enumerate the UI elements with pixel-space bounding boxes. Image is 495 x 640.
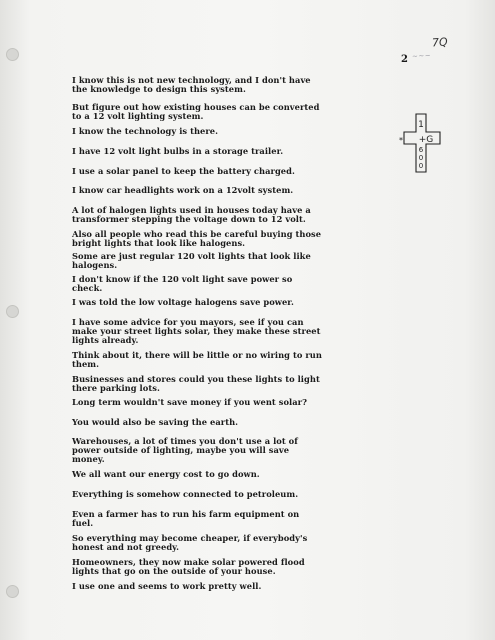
text-line: But figure out how existing houses can be converted to a 12 volt lighting system. bbox=[72, 102, 320, 122]
text-line: I was told the low voltage halogens save power. bbox=[72, 297, 294, 307]
text-line: Some are just regular 120 volt lights that look like halogens. bbox=[72, 251, 311, 271]
text-line: I use a solar panel to keep the battery charged. bbox=[72, 166, 295, 176]
text-line: I don't know if the 120 volt light save power so check. bbox=[72, 274, 293, 294]
text-line: So everything may become cheaper, if everybody's honest and not greedy. bbox=[72, 533, 308, 553]
text-line: Also all people who read this be careful buying those bright lights that look like halogens. bbox=[72, 229, 322, 249]
stamp-mark: 0 bbox=[418, 154, 424, 162]
stamp-mark: +G bbox=[418, 135, 434, 145]
text-line: Businesses and stores could you these lights to light there parking lots. bbox=[72, 374, 320, 394]
text-line: Think about it, there will be little or no wiring to run them. bbox=[72, 350, 322, 370]
stamp-mark: 1 bbox=[418, 120, 424, 130]
text-line: Everything is somehow connected to petroleum. bbox=[72, 489, 299, 499]
text-line: I have some advice for you mayors, see if you can make your street lights solar, they make these street lights already. bbox=[72, 317, 321, 346]
text-line: I know car headlights work on a 12volt system. bbox=[72, 185, 294, 195]
binder-hole bbox=[6, 305, 19, 318]
text-line: Long term wouldn't save money if you went solar? bbox=[72, 397, 307, 407]
text-line: I know the technology is there. bbox=[72, 126, 219, 136]
text-line: I use one and seems to work pretty well. bbox=[72, 581, 262, 591]
text-line: I have 12 volt light bulbs in a storage trailer. bbox=[72, 146, 284, 156]
text-line: A lot of halogen lights used in houses today have a transformer stepping the voltage down to 12 volt. bbox=[72, 205, 311, 225]
binder-hole bbox=[6, 585, 19, 598]
stamp-mark: * bbox=[399, 136, 403, 145]
text-line: I know this is not new technology, and I don't have the knowledge to design this system. bbox=[72, 75, 311, 95]
stamp-mark: 0 bbox=[418, 162, 424, 170]
text-line: You would also be saving the earth. bbox=[72, 417, 239, 427]
binder-hole bbox=[6, 48, 19, 61]
handwritten-scribble: ~~~ bbox=[411, 51, 432, 61]
text-line: Even a farmer has to run his farm equipment on fuel. bbox=[72, 509, 300, 529]
text-line: We all want our energy cost to go down. bbox=[72, 469, 260, 479]
page-number: 2 bbox=[401, 54, 408, 65]
handwritten-page-number: 7Q bbox=[431, 35, 449, 50]
stamp-mark: 6 bbox=[418, 146, 424, 154]
text-line: Warehouses, a lot of times you don't use a lot of power outside of lighting, maybe you will save money. bbox=[72, 436, 298, 465]
text-line: Homeowners, they now make solar powered flood lights that go on the outside of your house. bbox=[72, 557, 305, 577]
